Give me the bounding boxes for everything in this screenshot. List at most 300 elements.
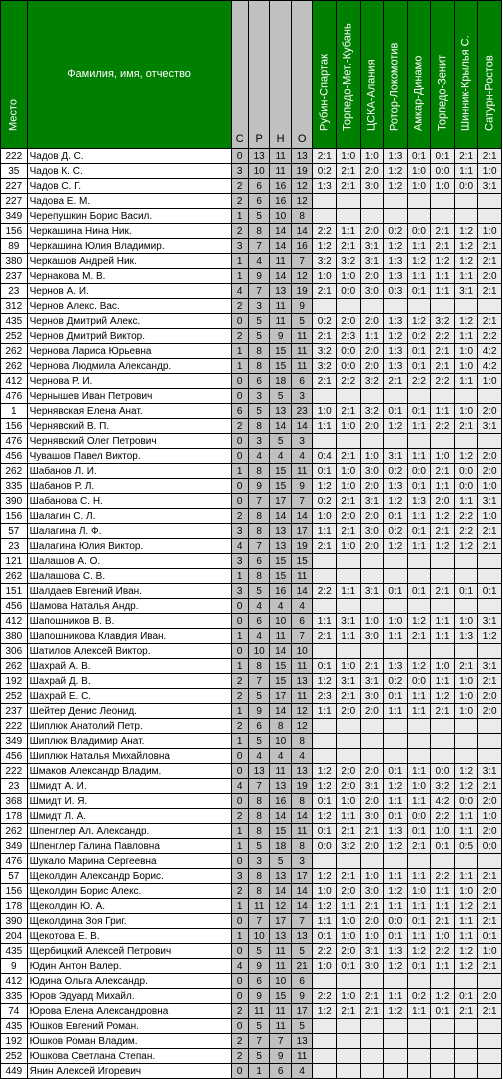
stat-cell: 11	[270, 764, 292, 779]
match-cell: 2:2	[431, 419, 455, 434]
match-cell: 1:0	[478, 809, 502, 824]
name-cell: Чернявский Олег Петрович	[27, 434, 231, 449]
stat-cell: 5	[248, 404, 270, 419]
match-cell: 0:0	[336, 344, 360, 359]
match-cell: 2:0	[360, 764, 384, 779]
stat-cell: 5	[248, 689, 270, 704]
match-cell	[384, 974, 408, 989]
stat-cell: 16	[270, 194, 292, 209]
stat-cell: 4	[231, 779, 248, 794]
place-cell: 262	[1, 344, 28, 359]
match-cell: 1:1	[384, 869, 408, 884]
stat-cell: 5	[291, 944, 313, 959]
match-cell: 2:0	[336, 509, 360, 524]
name-cell: Шалдаев Евгений Иван.	[27, 584, 231, 599]
name-cell: Щеколдина Зоя Григ.	[27, 914, 231, 929]
stat-cell: 4	[270, 449, 292, 464]
match-cell: 0:1	[407, 149, 431, 164]
match-cell: 1:0	[478, 224, 502, 239]
match-cell: 0:4	[313, 449, 337, 464]
match-cell: 3:2	[336, 254, 360, 269]
header-place-label: Место	[7, 99, 20, 131]
match-cell: 1:2	[313, 779, 337, 794]
stat-cell: 13	[291, 149, 313, 164]
place-cell: 222	[1, 149, 28, 164]
match-cell	[384, 644, 408, 659]
match-cell: 2:0	[336, 779, 360, 794]
header-match-1	[313, 1, 337, 149]
match-cell	[407, 434, 431, 449]
stat-cell: 4	[248, 449, 270, 464]
stat-cell: 3	[231, 869, 248, 884]
table-row	[1, 824, 502, 839]
match-cell: 0:0	[454, 179, 478, 194]
name-cell: Чернов А. И.	[27, 284, 231, 299]
stat-cell: 8	[248, 524, 270, 539]
stat-cell: 3	[248, 389, 270, 404]
match-cell: 1:2	[384, 839, 408, 854]
match-cell	[313, 299, 337, 314]
stat-cell: 14	[270, 419, 292, 434]
stat-cell: 5	[248, 1049, 270, 1064]
stat-cell: 11	[248, 1004, 270, 1019]
match-cell: 2:2	[478, 329, 502, 344]
match-cell: 1:0	[336, 149, 360, 164]
match-cell: 2:3	[336, 329, 360, 344]
match-cell: 1:2	[313, 899, 337, 914]
match-cell: 2:0	[360, 914, 384, 929]
match-cell	[478, 434, 502, 449]
match-cell: 1:0	[407, 164, 431, 179]
match-cell: 3:1	[336, 674, 360, 689]
table-row	[1, 359, 502, 374]
header-match-label: Сатурн-Ростов	[483, 55, 496, 131]
place-cell: 262	[1, 824, 28, 839]
stat-cell: 0	[231, 449, 248, 464]
match-cell: 2:1	[478, 239, 502, 254]
stat-cell: 9	[291, 299, 313, 314]
match-cell: 1:1	[407, 1004, 431, 1019]
match-cell: 2:1	[313, 329, 337, 344]
stat-cell: 11	[270, 944, 292, 959]
match-cell	[384, 209, 408, 224]
match-cell	[454, 734, 478, 749]
match-cell: 1:2	[384, 539, 408, 554]
place-cell: 449	[1, 1064, 28, 1079]
place-cell: 222	[1, 719, 28, 734]
match-cell: 1:0	[360, 149, 384, 164]
name-cell: Шахрай Д. В.	[27, 674, 231, 689]
match-cell	[478, 734, 502, 749]
match-cell: 1:3	[384, 824, 408, 839]
stat-cell: 1	[231, 464, 248, 479]
stat-cell: 3	[231, 584, 248, 599]
table-row	[1, 479, 502, 494]
stat-cell: 0	[231, 1064, 248, 1079]
stat-cell: 10	[270, 614, 292, 629]
match-cell: 1:0	[313, 404, 337, 419]
table-row	[1, 329, 502, 344]
place-cell: 227	[1, 194, 28, 209]
match-cell: 1:1	[431, 479, 455, 494]
stat-cell: 2	[231, 224, 248, 239]
name-cell: Шмидт И. Я.	[27, 794, 231, 809]
stat-cell: 1	[231, 659, 248, 674]
place-cell: 435	[1, 1019, 28, 1034]
table-row	[1, 164, 502, 179]
match-cell: 1:0	[360, 449, 384, 464]
match-cell	[384, 299, 408, 314]
match-cell: 2:2	[431, 374, 455, 389]
stat-cell: 17	[291, 869, 313, 884]
match-cell: 1:0	[336, 659, 360, 674]
stat-cell: 6	[248, 719, 270, 734]
match-cell: 2:1	[336, 449, 360, 464]
stat-cell: 7	[248, 914, 270, 929]
match-cell	[313, 854, 337, 869]
stat-cell: 0	[231, 614, 248, 629]
match-cell: 0:1	[384, 764, 408, 779]
match-cell: 2:1	[431, 344, 455, 359]
match-cell: 0:0	[454, 464, 478, 479]
match-cell: 2:1	[478, 869, 502, 884]
place-cell: 151	[1, 584, 28, 599]
table-row	[1, 584, 502, 599]
match-cell: 2:0	[478, 404, 502, 419]
match-cell	[431, 854, 455, 869]
stat-cell: 14	[270, 884, 292, 899]
stat-cell: 9	[248, 269, 270, 284]
match-cell: 1:1	[454, 809, 478, 824]
stat-cell: 4	[248, 629, 270, 644]
match-cell	[407, 554, 431, 569]
match-cell: 0:1	[478, 929, 502, 944]
match-cell: 1:1	[407, 869, 431, 884]
match-cell: 1:1	[313, 419, 337, 434]
match-cell	[384, 1034, 408, 1049]
stat-cell: 13	[270, 869, 292, 884]
stat-cell: 0	[231, 434, 248, 449]
place-cell: 435	[1, 944, 28, 959]
stat-cell: 2	[231, 884, 248, 899]
stat-cell: 10	[248, 929, 270, 944]
match-cell: 0:2	[313, 314, 337, 329]
match-cell	[431, 299, 455, 314]
stat-cell: 1	[231, 704, 248, 719]
match-cell	[407, 1019, 431, 1034]
match-cell: 2:1	[313, 149, 337, 164]
table-row	[1, 869, 502, 884]
match-cell: 0:1	[336, 959, 360, 974]
stat-cell: 0	[231, 794, 248, 809]
match-cell	[407, 299, 431, 314]
match-cell	[431, 974, 455, 989]
match-cell	[478, 299, 502, 314]
stat-cell: 0	[231, 314, 248, 329]
stat-cell: 5	[248, 209, 270, 224]
stat-cell: 14	[270, 809, 292, 824]
stat-cell: 16	[270, 794, 292, 809]
stat-cell: 16	[270, 179, 292, 194]
match-cell	[478, 644, 502, 659]
stat-cell: 8	[248, 809, 270, 824]
match-cell: 2:0	[478, 884, 502, 899]
stat-cell: 6	[291, 374, 313, 389]
match-cell	[360, 1064, 384, 1079]
stat-cell: 9	[291, 989, 313, 1004]
place-cell: 237	[1, 269, 28, 284]
match-cell: 2:0	[360, 359, 384, 374]
match-cell	[407, 194, 431, 209]
match-cell: 2:0	[360, 479, 384, 494]
table-row	[1, 554, 502, 569]
match-cell: 2:1	[478, 149, 502, 164]
match-cell	[454, 974, 478, 989]
match-cell: 2:1	[336, 404, 360, 419]
match-cell: 1:0	[407, 884, 431, 899]
stat-cell: 11	[270, 1019, 292, 1034]
match-cell	[431, 1049, 455, 1064]
stat-cell: 1	[248, 1064, 270, 1079]
name-cell: Юрова Елена Александровна	[27, 1004, 231, 1019]
stat-cell: 11	[270, 959, 292, 974]
match-cell: 2:3	[313, 689, 337, 704]
match-cell: 2:2	[313, 944, 337, 959]
name-cell: Шабанов Л. И.	[27, 464, 231, 479]
stat-cell: 14	[291, 509, 313, 524]
stat-cell: 14	[291, 809, 313, 824]
match-cell: 3:0	[360, 524, 384, 539]
header-match-6	[431, 1, 455, 149]
match-cell: 1:0	[454, 344, 478, 359]
match-cell	[313, 974, 337, 989]
stat-cell: 14	[291, 584, 313, 599]
stat-cell: 19	[291, 284, 313, 299]
match-cell: 2:0	[478, 689, 502, 704]
match-cell: 1:2	[384, 779, 408, 794]
match-cell: 2:0	[336, 704, 360, 719]
match-cell: 2:2	[313, 584, 337, 599]
match-cell	[360, 734, 384, 749]
place-cell: 380	[1, 629, 28, 644]
match-cell: 2:1	[478, 674, 502, 689]
match-cell	[454, 299, 478, 314]
name-cell: Шапошникова Клавдия Иван.	[27, 629, 231, 644]
stat-cell: 14	[291, 899, 313, 914]
match-cell: 2:0	[360, 419, 384, 434]
match-cell: 1:1	[454, 914, 478, 929]
match-cell: 0:2	[407, 989, 431, 1004]
stat-cell: 10	[248, 164, 270, 179]
match-cell: 3:1	[360, 584, 384, 599]
match-cell: 0:2	[313, 494, 337, 509]
name-cell: Шатилов Алексей Виктор.	[27, 644, 231, 659]
match-cell	[360, 974, 384, 989]
match-cell	[384, 554, 408, 569]
stat-cell: 6	[248, 179, 270, 194]
stat-cell: 14	[270, 704, 292, 719]
match-cell: 1:2	[431, 509, 455, 524]
stat-cell: 16	[291, 239, 313, 254]
match-cell	[384, 389, 408, 404]
match-cell: 2:1	[454, 419, 478, 434]
header-match-label: Торпедо-Мет.-Кубань	[341, 23, 354, 131]
header-match-label: Шинник-Крылья С.	[459, 35, 472, 131]
stat-cell: 11	[291, 1049, 313, 1064]
stat-cell: 9	[248, 479, 270, 494]
match-cell: 2:1	[431, 224, 455, 239]
match-cell: 2:1	[454, 659, 478, 674]
table-row	[1, 269, 502, 284]
match-cell: 1:2	[407, 944, 431, 959]
place-cell: 335	[1, 479, 28, 494]
match-cell: 1:0	[454, 674, 478, 689]
stat-cell: 4	[270, 749, 292, 764]
table-row	[1, 629, 502, 644]
place-cell: 156	[1, 509, 28, 524]
stat-cell: 2	[231, 719, 248, 734]
match-cell: 1:2	[431, 254, 455, 269]
stat-cell: 2	[231, 674, 248, 689]
match-cell	[478, 1034, 502, 1049]
place-cell: 192	[1, 1034, 28, 1049]
table-row	[1, 149, 502, 164]
match-cell: 2:1	[313, 374, 337, 389]
match-cell: 0:1	[313, 464, 337, 479]
match-cell: 2:0	[360, 314, 384, 329]
table-row	[1, 719, 502, 734]
stat-cell: 11	[270, 164, 292, 179]
match-cell: 1:1	[407, 899, 431, 914]
match-cell	[454, 389, 478, 404]
stat-cell: 11	[291, 569, 313, 584]
match-cell: 3:2	[360, 404, 384, 419]
place-cell: 35	[1, 164, 28, 179]
stat-cell: 8	[291, 209, 313, 224]
match-cell: 1:3	[384, 659, 408, 674]
table-row	[1, 239, 502, 254]
name-cell: Чернышев Иван Петрович	[27, 389, 231, 404]
place-cell: 306	[1, 644, 28, 659]
match-cell: 3:1	[478, 419, 502, 434]
match-cell: 0:1	[313, 824, 337, 839]
match-cell: 1:2	[454, 239, 478, 254]
stat-cell: 0	[231, 389, 248, 404]
match-cell: 3:1	[478, 179, 502, 194]
match-cell	[407, 644, 431, 659]
match-cell: 1:0	[313, 269, 337, 284]
stat-cell: 0	[231, 1019, 248, 1034]
table-row	[1, 539, 502, 554]
match-cell: 2:1	[360, 659, 384, 674]
match-cell	[336, 434, 360, 449]
match-cell: 2:1	[454, 149, 478, 164]
table-row	[1, 569, 502, 584]
table-row	[1, 389, 502, 404]
match-cell	[336, 854, 360, 869]
stat-cell: 5	[248, 314, 270, 329]
stat-cell: 13	[291, 929, 313, 944]
match-cell	[478, 1064, 502, 1079]
match-cell: 2:2	[431, 329, 455, 344]
match-cell: 2:0	[336, 764, 360, 779]
stat-cell: 5	[248, 839, 270, 854]
match-cell: 1:2	[407, 614, 431, 629]
match-cell	[384, 569, 408, 584]
match-cell: 1:1	[384, 704, 408, 719]
match-cell: 2:1	[360, 989, 384, 1004]
name-cell: Шахрай Е. С.	[27, 689, 231, 704]
match-cell: 2:1	[336, 1004, 360, 1019]
stat-cell: 7	[248, 284, 270, 299]
place-cell: 178	[1, 809, 28, 824]
match-cell: 1:0	[384, 614, 408, 629]
match-cell	[384, 734, 408, 749]
stat-cell: 4	[291, 599, 313, 614]
match-cell: 1:0	[360, 929, 384, 944]
stat-cell: 15	[270, 824, 292, 839]
stat-cell: 7	[248, 539, 270, 554]
match-cell	[336, 974, 360, 989]
stat-cell: 8	[248, 509, 270, 524]
stat-cell: 9	[270, 1049, 292, 1064]
match-cell: 1:1	[431, 674, 455, 689]
stat-cell: 2	[231, 329, 248, 344]
match-cell	[336, 1034, 360, 1049]
name-cell: Шалашов А. О.	[27, 554, 231, 569]
stat-cell: 15	[291, 554, 313, 569]
table-row	[1, 614, 502, 629]
match-cell: 1:2	[454, 764, 478, 779]
match-cell: 2:1	[336, 239, 360, 254]
stat-cell: 12	[291, 269, 313, 284]
match-cell: 2:1	[336, 689, 360, 704]
name-cell: Чернакова М. В.	[27, 269, 231, 284]
match-cell: 0:1	[407, 524, 431, 539]
match-cell: 3:0	[360, 284, 384, 299]
match-cell: 1:2	[431, 989, 455, 1004]
match-cell: 1:1	[431, 284, 455, 299]
match-cell: 1:2	[384, 494, 408, 509]
table-row	[1, 854, 502, 869]
stat-cell: 1	[231, 359, 248, 374]
stat-cell: 6	[248, 554, 270, 569]
match-cell	[384, 194, 408, 209]
match-cell: 0:1	[384, 929, 408, 944]
stat-cell: 6	[231, 404, 248, 419]
match-cell: 0:1	[384, 689, 408, 704]
match-cell	[407, 1049, 431, 1064]
results-body	[1, 149, 502, 1079]
match-cell	[478, 194, 502, 209]
place-cell: 227	[1, 179, 28, 194]
header-stat-o: О	[291, 1, 313, 149]
match-cell: 3:0	[360, 809, 384, 824]
stat-cell: 15	[270, 659, 292, 674]
match-cell	[407, 974, 431, 989]
stat-cell: 11	[291, 359, 313, 374]
match-cell: 2:2	[431, 869, 455, 884]
match-cell: 1:1	[454, 329, 478, 344]
match-cell: 1:2	[384, 1004, 408, 1019]
stat-cell: 3	[231, 554, 248, 569]
match-cell: 1:2	[313, 674, 337, 689]
name-cell: Юдина Ольга Александр.	[27, 974, 231, 989]
match-cell: 2:1	[431, 584, 455, 599]
match-cell: 1:1	[407, 539, 431, 554]
place-cell: 57	[1, 524, 28, 539]
stat-cell: 13	[291, 764, 313, 779]
